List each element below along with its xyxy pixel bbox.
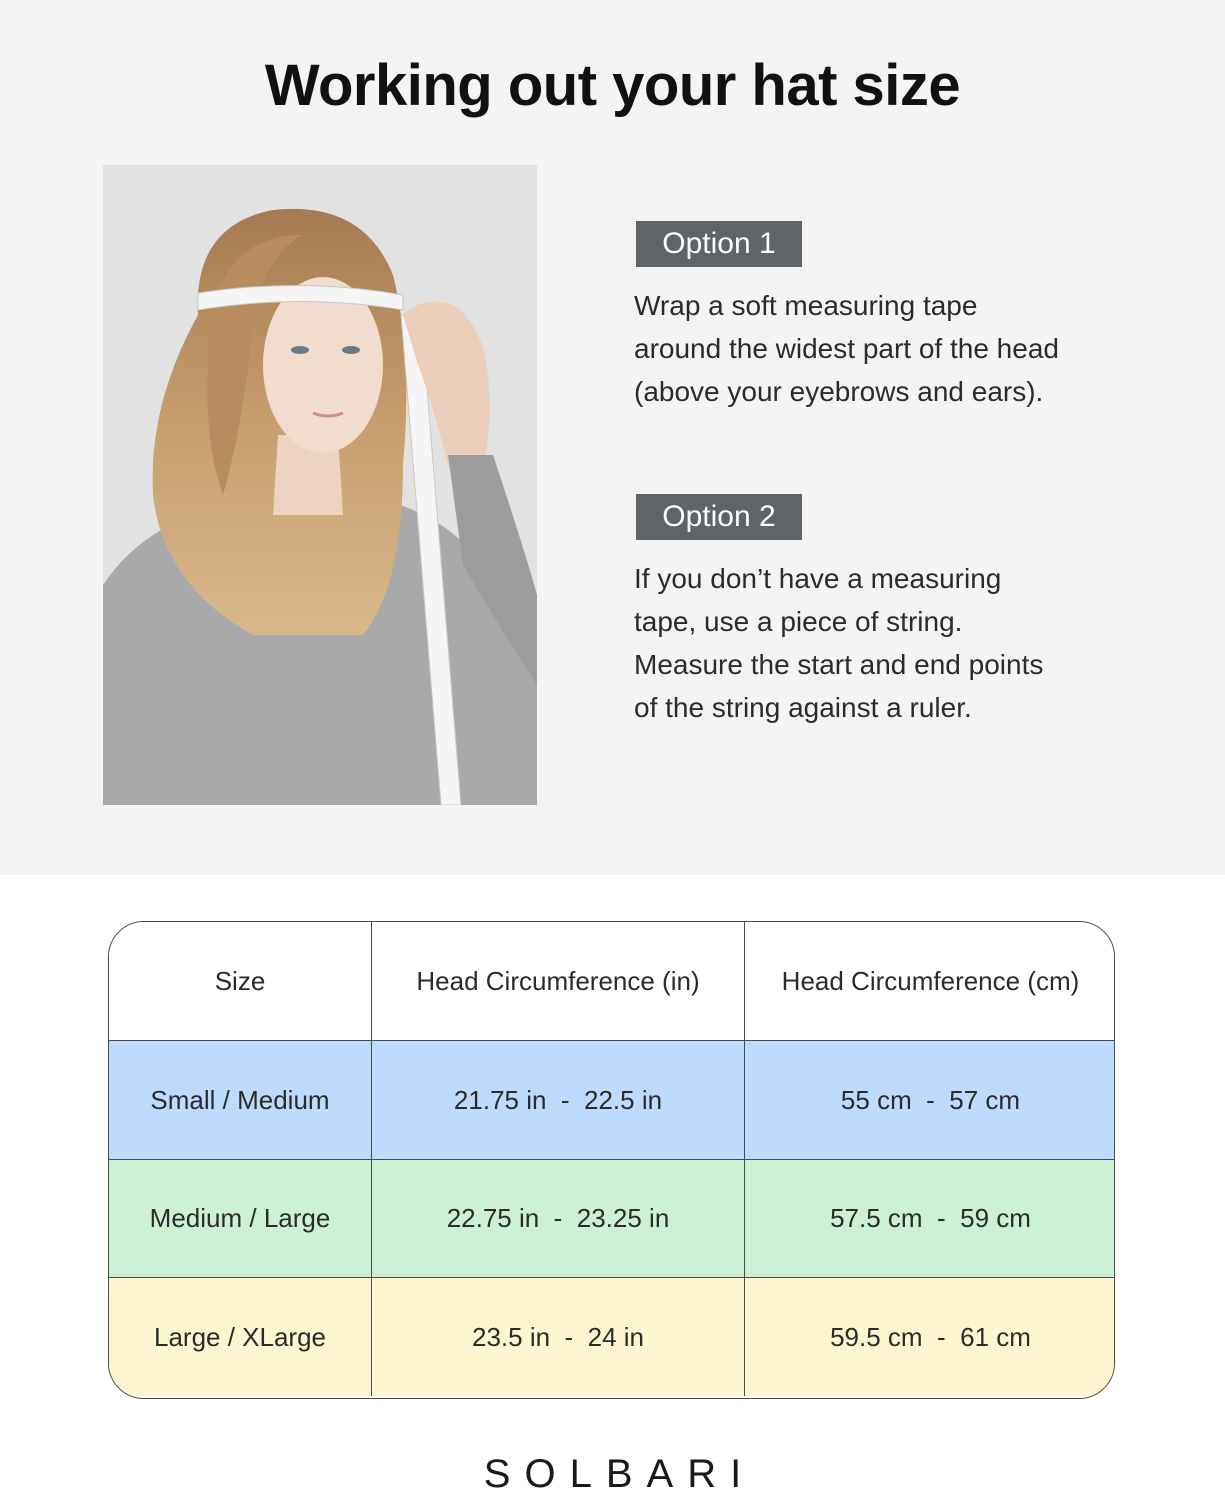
table-cell-inches: 23.5 in - 24 in — [372, 1278, 745, 1396]
header-cell-inches: Head Circumference (in) — [372, 922, 745, 1041]
option-1-line: around the widest part of the head — [634, 333, 1059, 364]
option-2-line: tape, use a piece of string. — [634, 606, 963, 637]
option-2-line: Measure the start and end points — [634, 649, 1044, 680]
page-title: Working out your hat size — [264, 53, 961, 118]
option-2-badge: Option 2 — [636, 494, 802, 540]
brand-logo: SOLBARI — [483, 1452, 756, 1496]
table-cell-cm: 59.5 cm - 61 cm — [745, 1278, 1115, 1396]
table-cell-size: Medium / Large — [109, 1160, 372, 1278]
table-cell-inches: 21.75 in - 22.5 in — [372, 1041, 745, 1160]
option-1-line: (above your eyebrows and ears). — [634, 376, 1044, 407]
woman-measuring-head-illustration — [103, 165, 537, 805]
option-1-badge: Option 1 — [636, 221, 802, 267]
header-cell-cm: Head Circumference (cm) — [745, 922, 1115, 1041]
table-cell-cm: 57.5 cm - 59 cm — [745, 1160, 1115, 1278]
option-2-text — [634, 557, 1134, 729]
option-1-text — [634, 284, 1134, 413]
option-1-line: Wrap a soft measuring tape — [634, 290, 978, 321]
model-photo — [103, 165, 537, 805]
table-cell-cm: 55 cm - 57 cm — [745, 1041, 1115, 1160]
option-2-line: If you don’t have a measuring — [634, 563, 1002, 594]
header-cell-size: Size — [109, 922, 372, 1041]
table-cell-inches: 22.75 in - 23.25 in — [372, 1160, 745, 1278]
table-cell-size: Large / XLarge — [109, 1278, 372, 1396]
table-cell-size: Small / Medium — [109, 1041, 372, 1160]
size-chart-table — [108, 921, 1115, 1399]
option-2-line: of the string against a ruler. — [634, 692, 972, 723]
